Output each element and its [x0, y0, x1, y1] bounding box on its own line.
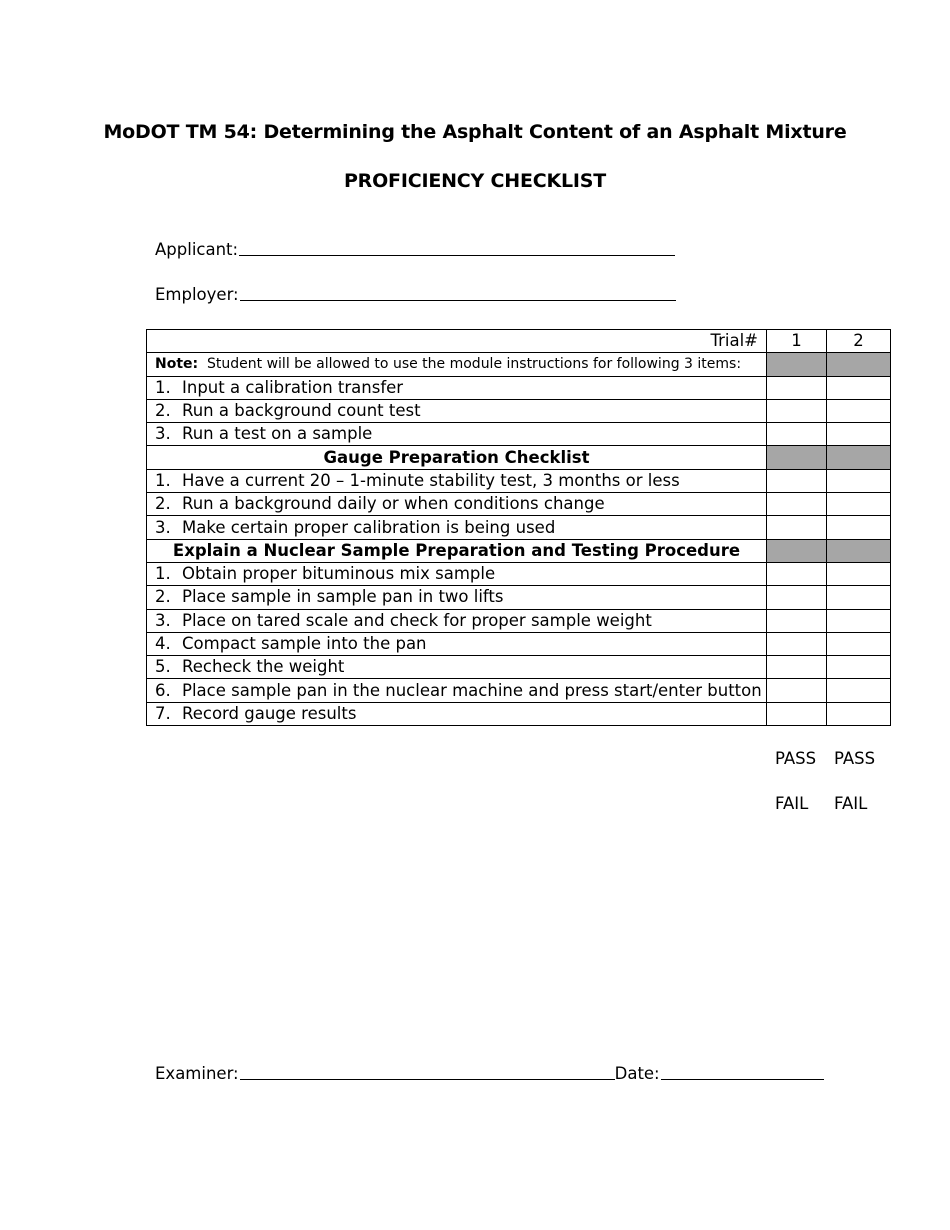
trial-1-pass-option[interactable]: PASS [775, 749, 817, 768]
item-number: 2. [155, 587, 171, 607]
nuclear-item-5 [147, 656, 767, 679]
trial-1-checkbox[interactable] [767, 399, 827, 422]
trial-2-checkbox[interactable] [827, 493, 891, 516]
item-text: Have a current 20 – 1-minute stability test, 3 months or less [182, 470, 680, 490]
date-blank-line[interactable] [661, 1078, 824, 1080]
item-number: 3. [155, 517, 171, 537]
item-number: 1. [155, 470, 171, 490]
table-row [147, 376, 891, 399]
trial-2-checkbox[interactable] [827, 632, 891, 655]
trial-2-header: 2 [827, 330, 891, 353]
shaded-cell [827, 446, 891, 469]
trial-1-checkbox[interactable] [767, 632, 827, 655]
trial-2-pass-option[interactable]: PASS [834, 749, 876, 768]
trial-2-checkbox[interactable] [827, 399, 891, 422]
trial-1-checkbox[interactable] [767, 493, 827, 516]
trial-header-row [147, 330, 891, 353]
item-text: Run a background count test [182, 401, 421, 421]
item-number: 2. [155, 494, 171, 514]
trial-1-checkbox[interactable] [767, 679, 827, 702]
table-row [147, 399, 891, 422]
item-text: Place on tared scale and check for proper sample weight [182, 610, 652, 630]
trial-1-checkbox[interactable] [767, 562, 827, 585]
section-header-row [147, 446, 891, 469]
item-number: 1. [155, 564, 171, 584]
item-number: 4. [155, 634, 171, 653]
trial-1-checkbox[interactable] [767, 516, 827, 539]
date-label: Date: [614, 1064, 660, 1083]
note-label: Note: [155, 356, 199, 373]
trial-2-fail-option[interactable]: FAIL [834, 794, 868, 813]
applicant-field [155, 240, 675, 259]
nuclear-section-header: Explain a Nuclear Sample Preparation and Testing Procedure [147, 539, 767, 562]
trial-2-checkbox[interactable] [827, 609, 891, 632]
item-text: Place sample pan in the nuclear machine and press start/enter button [182, 680, 762, 700]
item-number: 6. [155, 680, 171, 700]
shaded-cell [767, 446, 827, 469]
nuclear-item-2 [147, 586, 767, 609]
table-row [147, 562, 891, 585]
table-row [147, 586, 891, 609]
trial-2-checkbox[interactable] [827, 469, 891, 492]
applicant-blank-line[interactable] [239, 254, 675, 256]
item-text: Record gauge results [182, 703, 357, 723]
trial-2-checkbox[interactable] [827, 376, 891, 399]
trial-1-header: 1 [767, 330, 827, 353]
trial-2-checkbox[interactable] [827, 656, 891, 679]
shaded-cell [767, 353, 827, 376]
module-item-3 [147, 423, 767, 446]
item-number: 3. [155, 610, 171, 630]
table-row [147, 423, 891, 446]
note-text: Student will be allowed to use the module instructions for following 3 items: [207, 356, 742, 373]
trial-label: Trial# [147, 330, 767, 353]
section-header-row [147, 539, 891, 562]
nuclear-item-7 [147, 702, 767, 725]
item-number: 7. [155, 703, 171, 723]
trial-1-checkbox[interactable] [767, 702, 827, 725]
examiner-blank-line[interactable] [240, 1078, 615, 1080]
table-row [147, 702, 891, 725]
nuclear-item-4 [147, 632, 767, 655]
nuclear-item-3 [147, 609, 767, 632]
item-text: Run a background daily or when conditions change [182, 494, 605, 514]
gauge-item-2 [147, 493, 767, 516]
trial-1-checkbox[interactable] [767, 586, 827, 609]
proficiency-checklist-table [146, 329, 891, 726]
table-row [147, 469, 891, 492]
table-row [147, 656, 891, 679]
gauge-item-1 [147, 469, 767, 492]
trial-2-checkbox[interactable] [827, 679, 891, 702]
document-title: MoDOT TM 54: Determining the Asphalt Content of an Asphalt Mixture [103, 121, 847, 143]
item-number: 1. [155, 377, 171, 397]
item-text: Input a calibration transfer [182, 377, 404, 397]
shaded-cell [767, 539, 827, 562]
trial-1-checkbox[interactable] [767, 656, 827, 679]
trial-1-checkbox[interactable] [767, 423, 827, 446]
trial-2-checkbox[interactable] [827, 423, 891, 446]
shaded-cell [827, 353, 891, 376]
gauge-item-3 [147, 516, 767, 539]
item-text: Run a test on a sample [182, 424, 373, 444]
trial-2-checkbox[interactable] [827, 516, 891, 539]
trial-1-checkbox[interactable] [767, 609, 827, 632]
note-row [147, 353, 891, 376]
trial-2-checkbox[interactable] [827, 586, 891, 609]
trial-2-checkbox[interactable] [827, 702, 891, 725]
table-row [147, 493, 891, 516]
applicant-label: Applicant: [155, 240, 239, 259]
item-text: Recheck the weight [182, 657, 345, 677]
item-text: Make certain proper calibration is being used [182, 517, 556, 537]
trial-1-fail-option[interactable]: FAIL [775, 794, 809, 813]
employer-blank-line[interactable] [240, 299, 676, 301]
item-number: 5. [155, 657, 171, 677]
item-number: 2. [155, 401, 171, 421]
trial-1-checkbox[interactable] [767, 469, 827, 492]
document-subtitle: PROFICIENCY CHECKLIST [343, 170, 607, 192]
nuclear-item-6 [147, 679, 767, 702]
trial-2-checkbox[interactable] [827, 562, 891, 585]
item-text: Compact sample into the pan [182, 634, 427, 653]
examiner-label: Examiner: [155, 1064, 239, 1083]
employer-label: Employer: [155, 285, 239, 304]
trial-1-checkbox[interactable] [767, 376, 827, 399]
nuclear-item-1 [147, 562, 767, 585]
module-item-2 [147, 399, 767, 422]
item-number: 3. [155, 424, 171, 444]
item-text: Place sample in sample pan in two lifts [182, 587, 504, 607]
gauge-section-header: Gauge Preparation Checklist [147, 446, 767, 469]
table-row [147, 516, 891, 539]
employer-field [155, 285, 676, 304]
table-row [147, 609, 891, 632]
item-text: Obtain proper bituminous mix sample [182, 564, 496, 584]
note-cell [147, 353, 767, 376]
examiner-date-field [155, 1064, 824, 1083]
table-row [147, 679, 891, 702]
module-item-1 [147, 376, 767, 399]
table-row [147, 632, 891, 655]
shaded-cell [827, 539, 891, 562]
